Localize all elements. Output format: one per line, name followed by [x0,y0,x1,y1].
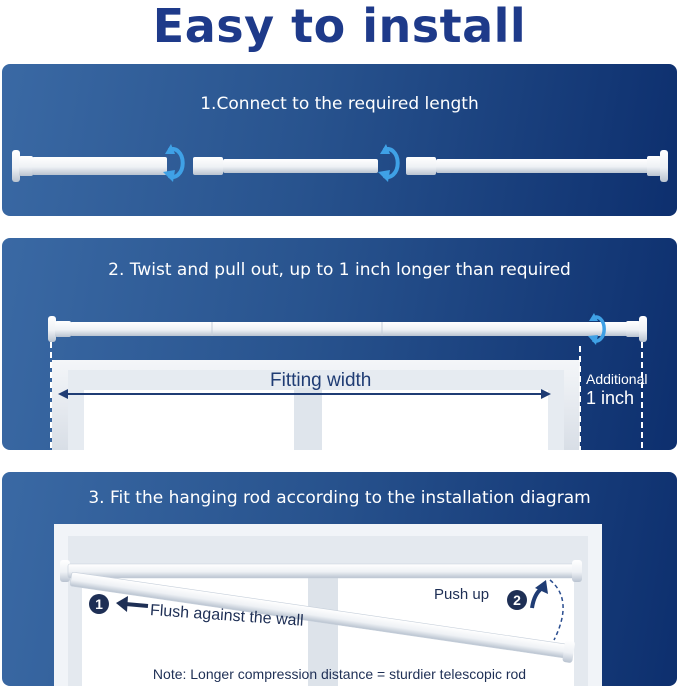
step-number-circle-1 [89,594,109,614]
window-pane-left [84,390,294,450]
installation-diagram-illustration [2,472,677,686]
step-number-circle-2 [507,590,527,610]
rod-end-cap-left [12,150,20,182]
rod-segment-2-joint [193,157,223,175]
step-3-panel [2,472,677,686]
push-up-label: Push up [434,586,490,603]
rotate-arrow-icon [378,144,398,182]
svg-text:2: 2 [513,592,521,608]
rod-end-cap-right [639,316,647,342]
rod-segment-1 [32,157,167,175]
step-2-label: 2. Twist and pull out, up to 1 inch longer than required [108,260,571,280]
step-3-label: 3. Fit the hanging rod according to the installation diagram [88,488,591,508]
rod-segment-2 [223,159,378,173]
rod [70,322,630,336]
step-2-panel [2,238,677,450]
rod-end-cap-right [660,150,668,182]
flush-against-wall-label: Flush against the wall [149,602,305,630]
rod-segment-3 [436,159,651,173]
telescopic-rod-segments-illustration [2,64,677,216]
horizontal-rod [68,564,576,578]
step-1-panel [2,64,677,216]
rod-end-cap-left [48,316,56,342]
rod-end-cap-right [572,560,582,582]
fitting-width-label: Fitting width [270,370,372,391]
one-inch-label: 1 inch [586,388,635,408]
rod-segment-3-joint [406,157,436,175]
note-label: Note: Longer compression distance = sturdier telescopic rod [152,666,527,682]
additional-label: Additional [586,371,648,387]
svg-text:1: 1 [95,596,103,612]
step-1-label: 1.Connect to the required length [200,94,479,114]
page-title: Easy to install [152,0,527,53]
window-fitting-illustration [2,238,677,450]
window-pane-right [322,390,548,450]
